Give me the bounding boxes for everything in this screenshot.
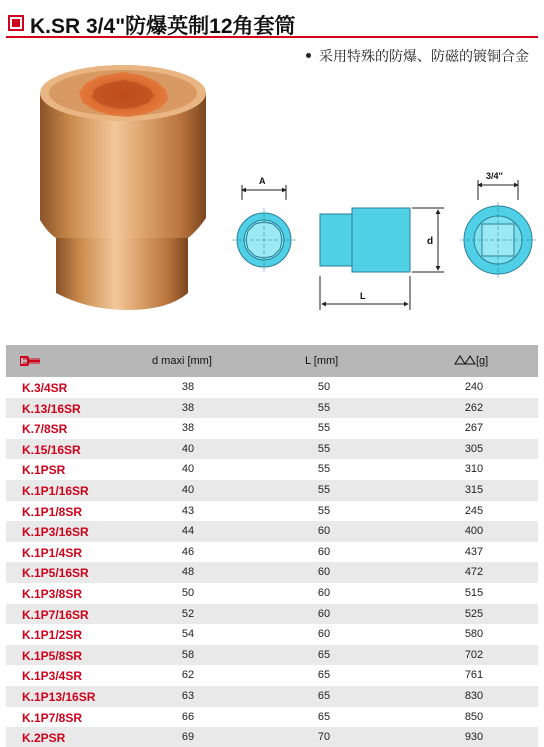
- cell-d-maxi: 52: [181, 607, 195, 620]
- cell-length: 55: [317, 422, 331, 435]
- cell-d-maxi: 50: [181, 586, 195, 599]
- cell-length: 65: [317, 710, 331, 723]
- cell-length: 65: [317, 669, 331, 682]
- cell-d-maxi: 38: [181, 381, 195, 393]
- spec-table: [6, 345, 538, 747]
- cell-length: 60: [317, 628, 331, 641]
- side-view: [320, 208, 444, 310]
- col-header-weight-unit: [g]: [476, 355, 489, 367]
- cell-ref: K.1P1/8SR: [22, 504, 83, 519]
- cell-d-maxi: 38: [181, 401, 195, 414]
- feature-text: 采用特殊的防爆、防磁的镀铜合金: [319, 48, 529, 64]
- cell-d-maxi: 40: [181, 442, 195, 455]
- cell-ref: K.1P7/16SR: [22, 607, 89, 622]
- cell-ref: K.1P13/16SR: [22, 689, 96, 704]
- label-drive: 3/4'': [486, 171, 503, 181]
- table-row: [6, 665, 538, 686]
- table-row: [6, 562, 538, 583]
- title-square-icon: [8, 15, 24, 31]
- cell-d-maxi: 48: [181, 566, 195, 579]
- cell-d-maxi: 54: [181, 628, 195, 641]
- page-header: [6, 4, 538, 38]
- cell-weight: 525: [464, 607, 484, 620]
- label-a: A: [259, 176, 266, 186]
- cell-length: 60: [317, 525, 331, 538]
- weight-icon: [454, 355, 476, 365]
- table-row: [6, 583, 538, 604]
- cell-length: 70: [317, 731, 331, 744]
- cell-weight: 305: [464, 442, 484, 455]
- cell-d-maxi: 66: [181, 710, 195, 723]
- table-row: [6, 686, 538, 707]
- cell-weight: 262: [464, 401, 484, 414]
- cell-d-maxi: 38: [181, 422, 195, 435]
- table-row: [6, 398, 538, 419]
- cell-length: 60: [317, 586, 331, 599]
- cell-weight: 472: [464, 566, 484, 579]
- cell-ref: K.7/8SR: [22, 422, 68, 437]
- table-row: [6, 521, 538, 542]
- table-row: [6, 624, 538, 645]
- cell-length: 65: [317, 648, 331, 661]
- cell-ref: K.1P5/16SR: [22, 566, 89, 581]
- label-d: d: [427, 236, 434, 247]
- cell-weight: 515: [464, 586, 484, 599]
- cell-ref: K.13/16SR: [22, 401, 81, 416]
- ref-arrow-icon: [20, 356, 42, 366]
- table-header: [6, 345, 538, 377]
- cell-length: 55: [317, 463, 331, 476]
- table-body: [6, 377, 538, 747]
- cell-weight: 930: [464, 731, 484, 744]
- cell-weight: 761: [464, 669, 484, 682]
- cell-ref: K.15/16SR: [22, 442, 81, 457]
- col-header-l: L [mm]: [305, 355, 339, 367]
- label-l: L: [360, 291, 366, 301]
- cell-weight: 400: [464, 525, 484, 538]
- cell-length: 55: [317, 442, 331, 455]
- cell-weight: 850: [464, 710, 484, 723]
- cell-d-maxi: 44: [181, 525, 195, 538]
- table-row: [6, 377, 538, 398]
- cell-ref: K.1P3/16SR: [22, 525, 89, 540]
- cell-weight: 437: [464, 545, 484, 558]
- table-row: [6, 645, 538, 666]
- table-row: [6, 604, 538, 625]
- cell-weight: 240: [464, 381, 484, 393]
- rear-view-square-drive: [460, 180, 536, 278]
- cell-weight: 580: [464, 628, 484, 641]
- col-header-weight: [454, 355, 488, 367]
- cell-d-maxi: 69: [181, 731, 195, 744]
- cell-ref: K.1P5/8SR: [22, 648, 83, 663]
- cell-weight: 702: [464, 648, 484, 661]
- cell-d-maxi: 63: [181, 689, 195, 702]
- cell-d-maxi: 62: [181, 669, 195, 682]
- cell-length: 55: [317, 504, 331, 517]
- cell-ref: K.1P1/2SR: [22, 628, 83, 643]
- cell-ref: K.1P3/8SR: [22, 586, 83, 601]
- front-view-12-point: [232, 185, 296, 272]
- table-row: [6, 542, 538, 563]
- cell-length: 55: [317, 401, 331, 414]
- table-row: [6, 418, 538, 439]
- page-title: K.SR 3/4"防爆英制12角套筒: [30, 15, 296, 38]
- cell-length: 60: [317, 566, 331, 579]
- col-header-d: d maxi [mm]: [152, 355, 212, 367]
- cell-ref: K.1P7/8SR: [22, 710, 83, 725]
- cell-d-maxi: 40: [181, 483, 195, 496]
- cell-ref: K.1P1/4SR: [22, 545, 83, 560]
- cell-ref: K.1PSR: [22, 463, 66, 478]
- table-row: [6, 501, 538, 522]
- cell-ref: K.1P3/4SR: [22, 669, 83, 684]
- bullet-dot-icon: [306, 53, 311, 58]
- cell-ref: K.2PSR: [22, 731, 66, 746]
- cell-d-maxi: 40: [181, 463, 195, 476]
- table-row: [6, 459, 538, 480]
- cell-d-maxi: 58: [181, 648, 195, 661]
- table-row: [6, 707, 538, 728]
- cell-d-maxi: 43: [181, 504, 195, 517]
- socket-photo: [28, 48, 208, 318]
- cell-weight: 310: [464, 463, 484, 476]
- cell-weight: 315: [464, 483, 484, 496]
- cell-d-maxi: 46: [181, 545, 195, 558]
- table-row: [6, 727, 538, 747]
- table-row: [6, 439, 538, 460]
- technical-drawing: [222, 160, 540, 320]
- cell-length: 60: [317, 545, 331, 558]
- cell-weight: 245: [464, 504, 484, 517]
- cell-length: 60: [317, 607, 331, 620]
- cell-length: 65: [317, 689, 331, 702]
- cell-ref: K.1P1/16SR: [22, 483, 89, 498]
- cell-ref: K.3/4SR: [22, 381, 68, 395]
- table-row: [6, 480, 538, 501]
- cell-length: 55: [317, 483, 331, 496]
- feature-bullet: [306, 46, 529, 66]
- cell-length: 50: [317, 381, 331, 393]
- cell-weight: 830: [464, 689, 484, 702]
- cell-weight: 267: [464, 422, 484, 435]
